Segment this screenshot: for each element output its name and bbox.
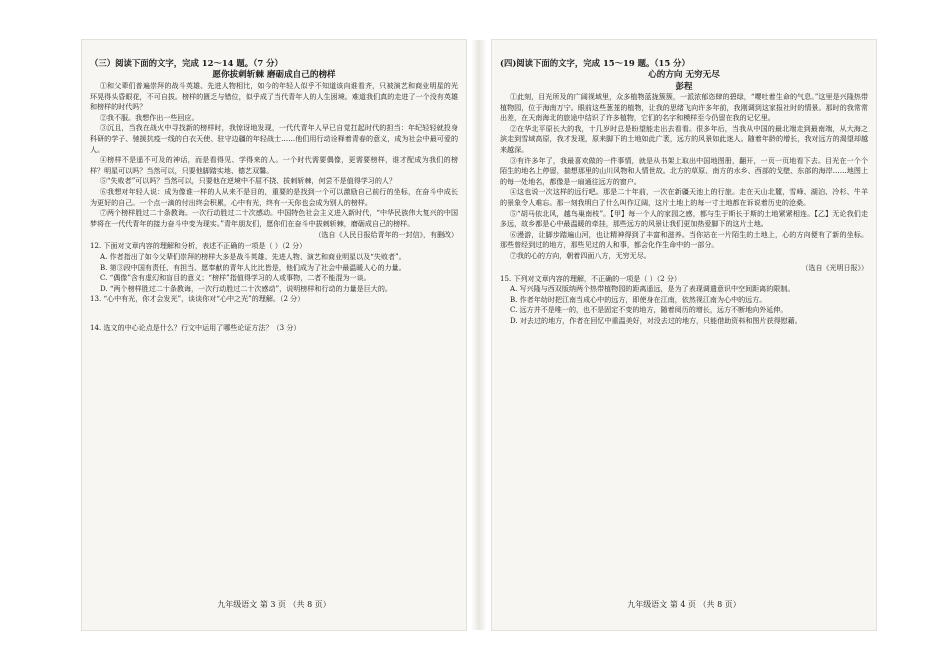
source-note: （选自《光明日报》） [801,263,868,272]
article-title: 心的方向 无穷无尽 [648,70,720,80]
option-d: D. “两个榜样胜过二十条教诲，一次行动胜过二十次感动”，说明榜样和行动的力量是巨大的。 [100,283,392,293]
page-footer: 九年级语文 第 4 页 （共 8 页） [627,600,741,609]
paragraph: ⑦我的心的方向，朝着四面八方，无穷无尽。 [509,250,651,260]
option-a: A. 写兴隆与西双版纳两个热带植物园的距离遥远，是为了表现调遣意识中空间距离的限制。 [510,284,795,294]
paragraph: ③有许多年了，我最喜欢做的一件事情，就是从书架上取出中国地图册，翻开，一页一页地看下去。目光在一个个陌生的地名上停留，揣想那里的山川风物和人情世故。北方的草原、南方的水乡、西部的戈壁、东部的海岸……地图上的每一处地名，都像是一扇通往远方的窗户。 [500,155,868,186]
article-title: 愿你拔刺斩棘 磨砺成自己的榜样 [212,70,336,80]
source-note: （选自《人民日报给青年的一封信》，有删改） [314,231,458,240]
question-15: 15. 下列对文章内容的理解，不正确的一项是（ ）（2 分） [500,273,681,283]
paragraph: ①此刻，目光所及的广阔视域里，众多植物蓝拢簇簇，一派浓郁恣肆的碧绿，“嘤吐着生命的气息。”这里是兴隆热带植物园，位于海南万宁。眼前这些葱茏的植物，让我的思绪飞向许多年前，我刚调到这家报社时的情景。那时的我常常出差，在天南海北的旅途中结识了许多植物，它们的名字和模样至今仍留在我的记忆里。 [500,92,868,123]
option-b: B. 作者年幼时把江南当成心中的远方，即使身在江南，依然视江南为心中的远方。 [510,294,767,304]
option-a: A. 作者指出了如今父辈们崇拜的榜样大多是战斗英雄、先进人物、演艺和商业明星以及“失败者”。 [100,251,406,261]
paragraph: ①和父辈们普遍崇拜的战斗英雄、先进人物相比，如今的年轻人似乎不知道该向谁看齐，只被演艺和商业明星的光环晃得头昏眼花，不可自拔。榜样的匮乏与错位，似乎成了当代青年人的人生困境。难道我们真的走进了一个没有英雄和榜样的时代吗？ [90,81,458,112]
paragraph: ②我不服。我想作出一些回应。 [99,112,199,122]
paragraph: ③沉且，当我在战火中寻找新的榜样时，我惊讶地发现，一代代青年人早已自觉扛起时代的担当：年纪轻轻就投身科研的学子、驰援抗疫一线的白衣天使、驻守边疆的年轻战士……他们用行动诠释着青春的意义，成为社会中最可爱的人。 [90,123,458,154]
article-author: 彭程 [675,81,693,91]
option-c: C. “偶像”含有虚幻和盲目的意义；“榜样”指值得学习的人或事物，二者不能混为一谈。 [100,273,371,283]
page-4 [492,40,876,630]
paragraph: ⑥漫游，让脚步踏遍山河，也让精神得到了丰富和滋养。当你站在一片陌生的土地上，心的方向便有了新的坐标。那些曾经到过的地方，那些见过的人和事，都会化作生命中的一部分。 [500,229,868,250]
paragraph: ⑤“胡马依北风，越鸟巢南枝”。【甲】每一个人的家园之感，都与生于斯长于斯的土地紧紧相连。【乙】无论我们走多远，故乡都是心中最温暖的牵挂，那些远方的风景让我们更加热爱脚下的这片土地。 [500,208,868,229]
paragraph: ②在华北平原长大的我，十几岁时总是盼望能走出去看看。很多年后，当我从中国的最北端走到最南端，从大海之滨走到雪域高原，我才发现，原来脚下的土地如此广袤，远方的风景如此迷人。随着年龄的增长，我对远方的渴望却越来越深。 [500,123,868,154]
paragraph: ④这也说一次这样的远行吧。那是二十年前，一次在新疆天池上的行旅。走在天山北麓，雪峰、湖泊、冷杉、牛羊的景象令人难忘。那一刻我明白了什么叫作辽阔，这片土地上的每一寸土地都在诉说着历史的沧桑。 [500,187,868,207]
option-b: B. 第③段中国有责任、有担当、愿奉献的青年人比比皆是，他们成为了社会中最温暖人心的力量。 [100,262,406,272]
page-3 [82,40,466,630]
page-footer: 九年级语文 第 3 页 （共 8 页） [217,600,331,609]
paragraph: ④榜样不是遥不可及的神话，而是看得见、学得来的人。一个时代需要偶像，更需要榜样，谁才配成为我们的榜样？明星可以吗？当然可以，只要他脚踏实地、德艺双馨。 [90,155,458,175]
page-gutter [471,40,487,630]
paragraph: ⑦两个榜样胜过二十条教诲。一次行动胜过二十次感动。中国特色社会主义进入新时代，“中华民族伟大复兴的中国梦将在一代代青年的接力奋斗中变为现实。”青年朋友们，愿你们在奋斗中拔刺斩棘，磨砺成自己的榜样。 [90,208,458,228]
section-title: （三）阅读下面的文字，完成 12～14 题。（7 分） [90,58,283,68]
option-d: D. 对去过的地方，作者在回忆中重温美好，对没去过的地方，只能借助资料和图片获得慰藉。 [510,315,802,325]
question-13: 13. “心中有光，你才会发光”，谈谈你对“心中之光”的理解。（2 分） [90,294,305,304]
option-c: C. 远方并不是唯一的，也不是固定不变的地方，随着阅历的增长，远方不断地向外延伸。 [510,305,788,315]
section-title: (四)阅读下面的文字，完成 15～19 题。（15 分） [500,58,690,68]
question-12: 12. 下面对文章内容的理解和分析，表述不正确的一项是（ ）（2 分） [90,241,307,251]
paragraph: ⑤“失败者”可以吗？当然可以，只要他在逆境中不屈不挠、拔刺斩棘，何尝不是值得学习的人？ [99,176,396,186]
question-14: 14. 选文的中心论点是什么？行文中运用了哪些论证方法？（3 分） [90,322,301,332]
paragraph: ⑥我想对年轻人说：成为像谁一样的人从来不是目的，重要的是找到一个可以激励自己前行的坐标，在奋斗中成长为更好的自己。一个点一滴的付出终会积累，心中有光，终有一天你也会成为别人的榜样。 [90,186,458,207]
